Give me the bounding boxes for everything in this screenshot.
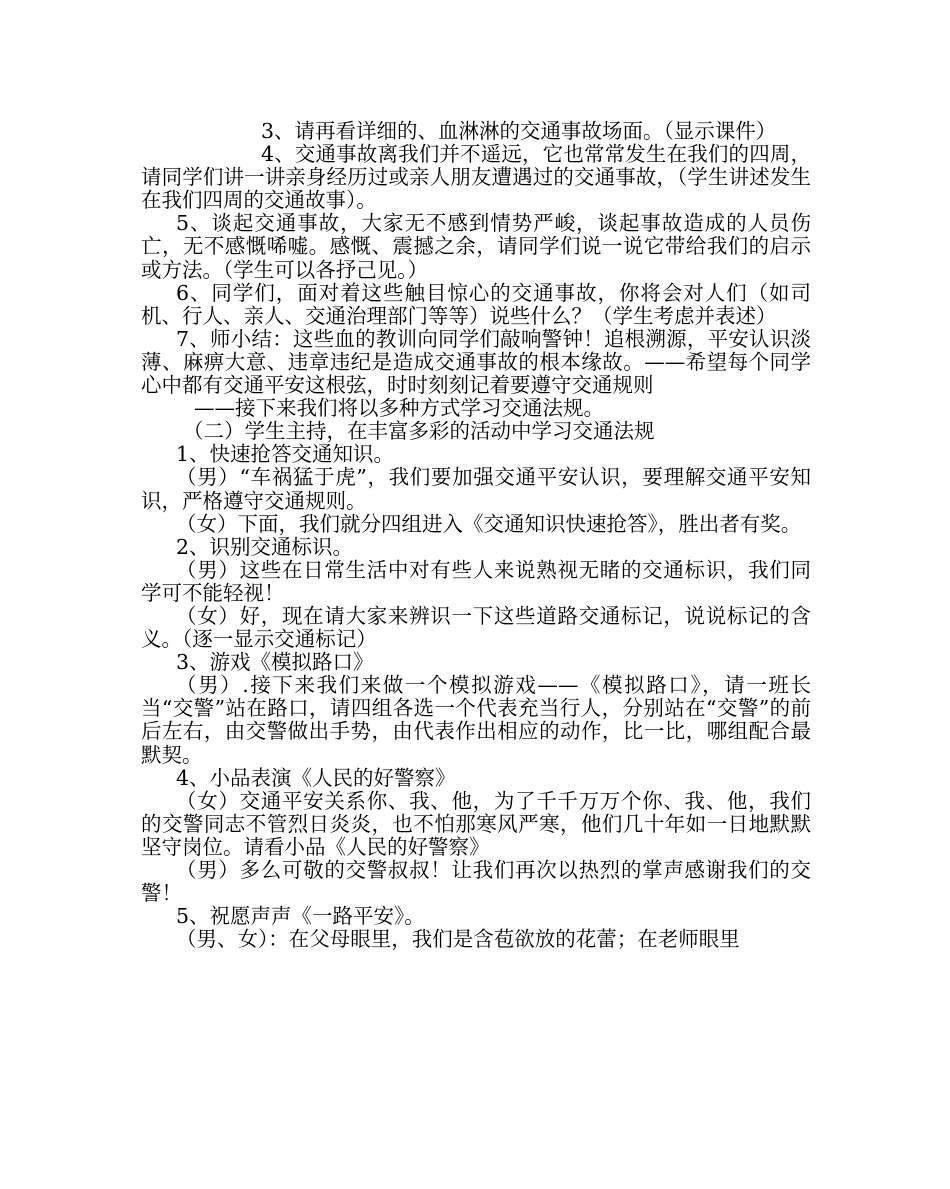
paragraph-4: 4、交通事故离我们并不遥远，它也常常发生在我们的四周，请同学们讲一讲亲身经历过或亲人朋友遭遇过的交通事故，（学生讲述发生在我们四周的交通故事）。 [141, 142, 811, 213]
item-1-male: （男）“车祸猛于虎”，我们要加强交通平安认识，要理解交通平安知识，严格遵守交通规则。 [141, 465, 811, 513]
item-1-heading: 1、快速抢答交通知识。 [176, 442, 395, 467]
transition-line: ——接下来我们将以多种方式学习交通法规。 [194, 396, 604, 421]
item-4-heading: 4、小品表演《人民的好警察》 [176, 765, 456, 790]
item-5-duet: （男、女）：在父母眼里，我们是含苞欲放的花蕾；在老师眼里 [176, 927, 740, 952]
item-2-female: （女）好，现在请大家来辨识一下这些道路交通标记，说说标记的含义。（逐一显示交通标记） [141, 603, 811, 652]
item-1-female: （女）下面，我们就分四组进入《交通知识快速抢答》，胜出者有奖。 [176, 511, 802, 536]
item-2-male: （男）这些在日常生活中对有些人来说熟视无睹的交通标识，我们同学可不能轻视！ [141, 557, 811, 605]
section-heading: （二）学生主持，在丰富多彩的活动中学习交通法规 [183, 419, 655, 444]
paragraph-5: 5、谈起交通事故，大家无不感到情势严峻，谈起事故造成的人员伤亡，无不感慨唏嘘。感慨、震撼之余，请同学们说一说它带给我们的启示或方法。（学生可以各抒己见。） [141, 211, 811, 282]
item-4-male: （男）多么可敬的交警叔叔！让我们再次以热烈的掌声感谢我们的交警！ [141, 858, 811, 906]
item-5-heading: 5、祝愿声声《一路平安》。 [176, 904, 425, 929]
item-4-female: （女）交通平安关系你、我、他，为了千千万万个你、我、他，我们的交警同志不管烈日炎炎，也不怕那寒风严寒，他们几十年如一日地默默坚守岗位。请看小品《人民的好警察》 [141, 788, 811, 859]
item-3-heading: 3、游戏《模拟路口》 [176, 650, 374, 675]
document-body [141, 120, 811, 951]
paragraph-7: 7、师小结：这些血的教训向同学们敲响警钟！追根溯源，平安认识淡薄、麻痹大意、违章违纪是造成交通事故的根本缘故。——希望每个同学心中都有交通平安这根弦，时时刻刻记着要遵守交通规则 [141, 326, 811, 398]
paragraph-6: 6、同学们，面对着这些触目惊心的交通事故，你将会对人们（如司机、行人、亲人、交通治理部门等等）说些什么？（学生考虑并表述） [141, 280, 811, 328]
item-2-heading: 2、识别交通标识。 [176, 534, 354, 559]
paragraph-3: 3、请再看详细的、血淋淋的交通事故场面。（显示课件） [261, 119, 777, 143]
item-3-male: （男）.接下来我们来做一个模拟游戏——《模拟路口》，请一班长当“交警”站在路口，请四组各选一个代表充当行人，分别站在“交警”的前后左右，由交警做出手势，由代表作出相应的动作，比一比，哪组配合最默契。 [141, 673, 811, 767]
